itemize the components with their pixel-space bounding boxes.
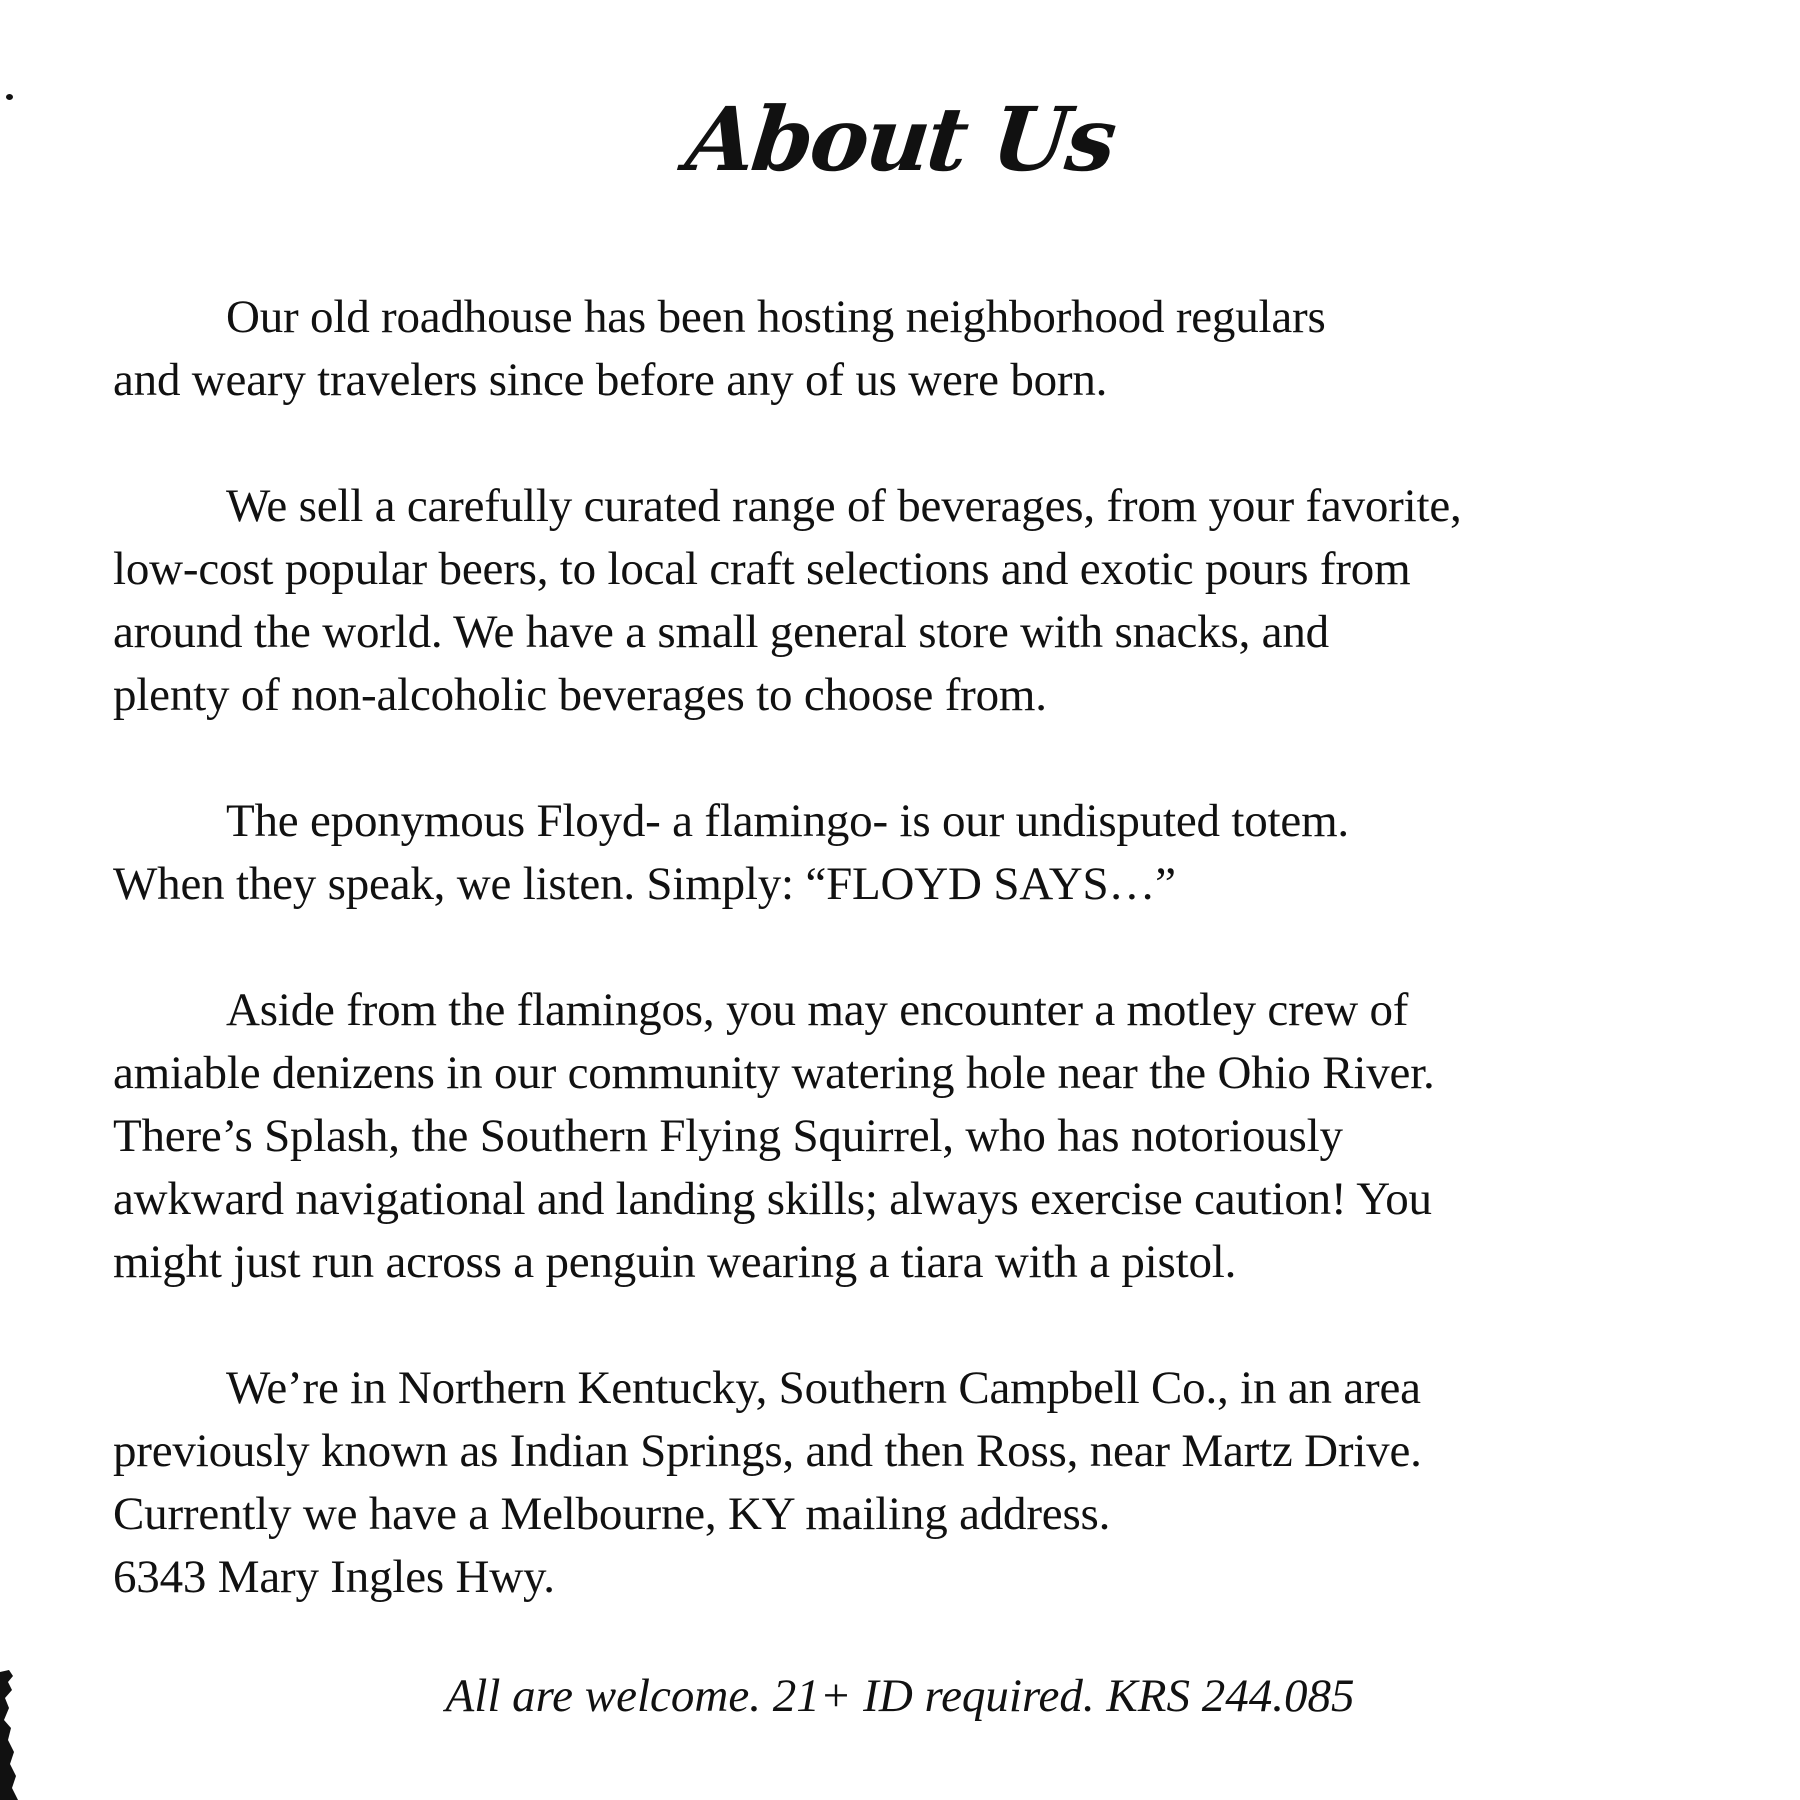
paragraph-line: and weary travelers since before any of us were born. [113,354,1108,406]
page-title: About Us [681,87,1119,191]
paragraph-denizens [113,979,1753,1294]
paragraph-line: Aside from the flamingos, you may encounter a motley crew of [226,984,1409,1036]
paragraph-line: Our old roadhouse has been hosting neighborhood regulars [226,291,1326,343]
paragraph-line: might just run across a penguin wearing a tiara with a pistol. [113,1236,1237,1288]
paragraph-line: low-cost popular beers, to local craft selections and exotic pours from [113,543,1411,595]
paragraph-line: We sell a carefully curated range of beverages, from your favorite, [226,480,1462,532]
paragraph-line: We’re in Northern Kentucky, Southern Campbell Co., in an area [226,1362,1421,1414]
paragraph-line: previously known as Indian Springs, and then Ross, near Martz Drive. [113,1425,1422,1477]
paragraph-history [113,286,1753,412]
edge-ink-mark [0,1668,22,1800]
street-address: 6343 Mary Ingles Hwy. [113,1551,555,1603]
paragraph-line: awkward navigational and landing skills; always exercise caution! You [113,1173,1432,1225]
paragraph-line: plenty of non-alcoholic beverages to choose from. [113,669,1047,721]
paragraph-offerings [113,475,1753,727]
paragraph-line: amiable denizens in our community watering hole near the Ohio River. [113,1047,1435,1099]
paragraph-line: There’s Splash, the Southern Flying Squirrel, who has notoriously [113,1110,1343,1162]
paragraph-location [113,1357,1753,1609]
paragraph-line: Currently we have a Melbourne, KY mailing address. [113,1488,1111,1540]
paragraph-line: around the world. We have a small general store with snacks, and [113,606,1329,658]
paragraph-line: The eponymous Floyd- a flamingo- is our undisputed totem. [226,795,1349,847]
about-body [113,286,1753,1609]
paragraph-line: When they speak, we listen. Simply: “FLOYD SAYS…” [113,858,1176,910]
footer-notice: All are welcome. 21+ ID required. KRS 244.085 [445,1670,1355,1722]
paragraph-floyd [113,790,1753,916]
